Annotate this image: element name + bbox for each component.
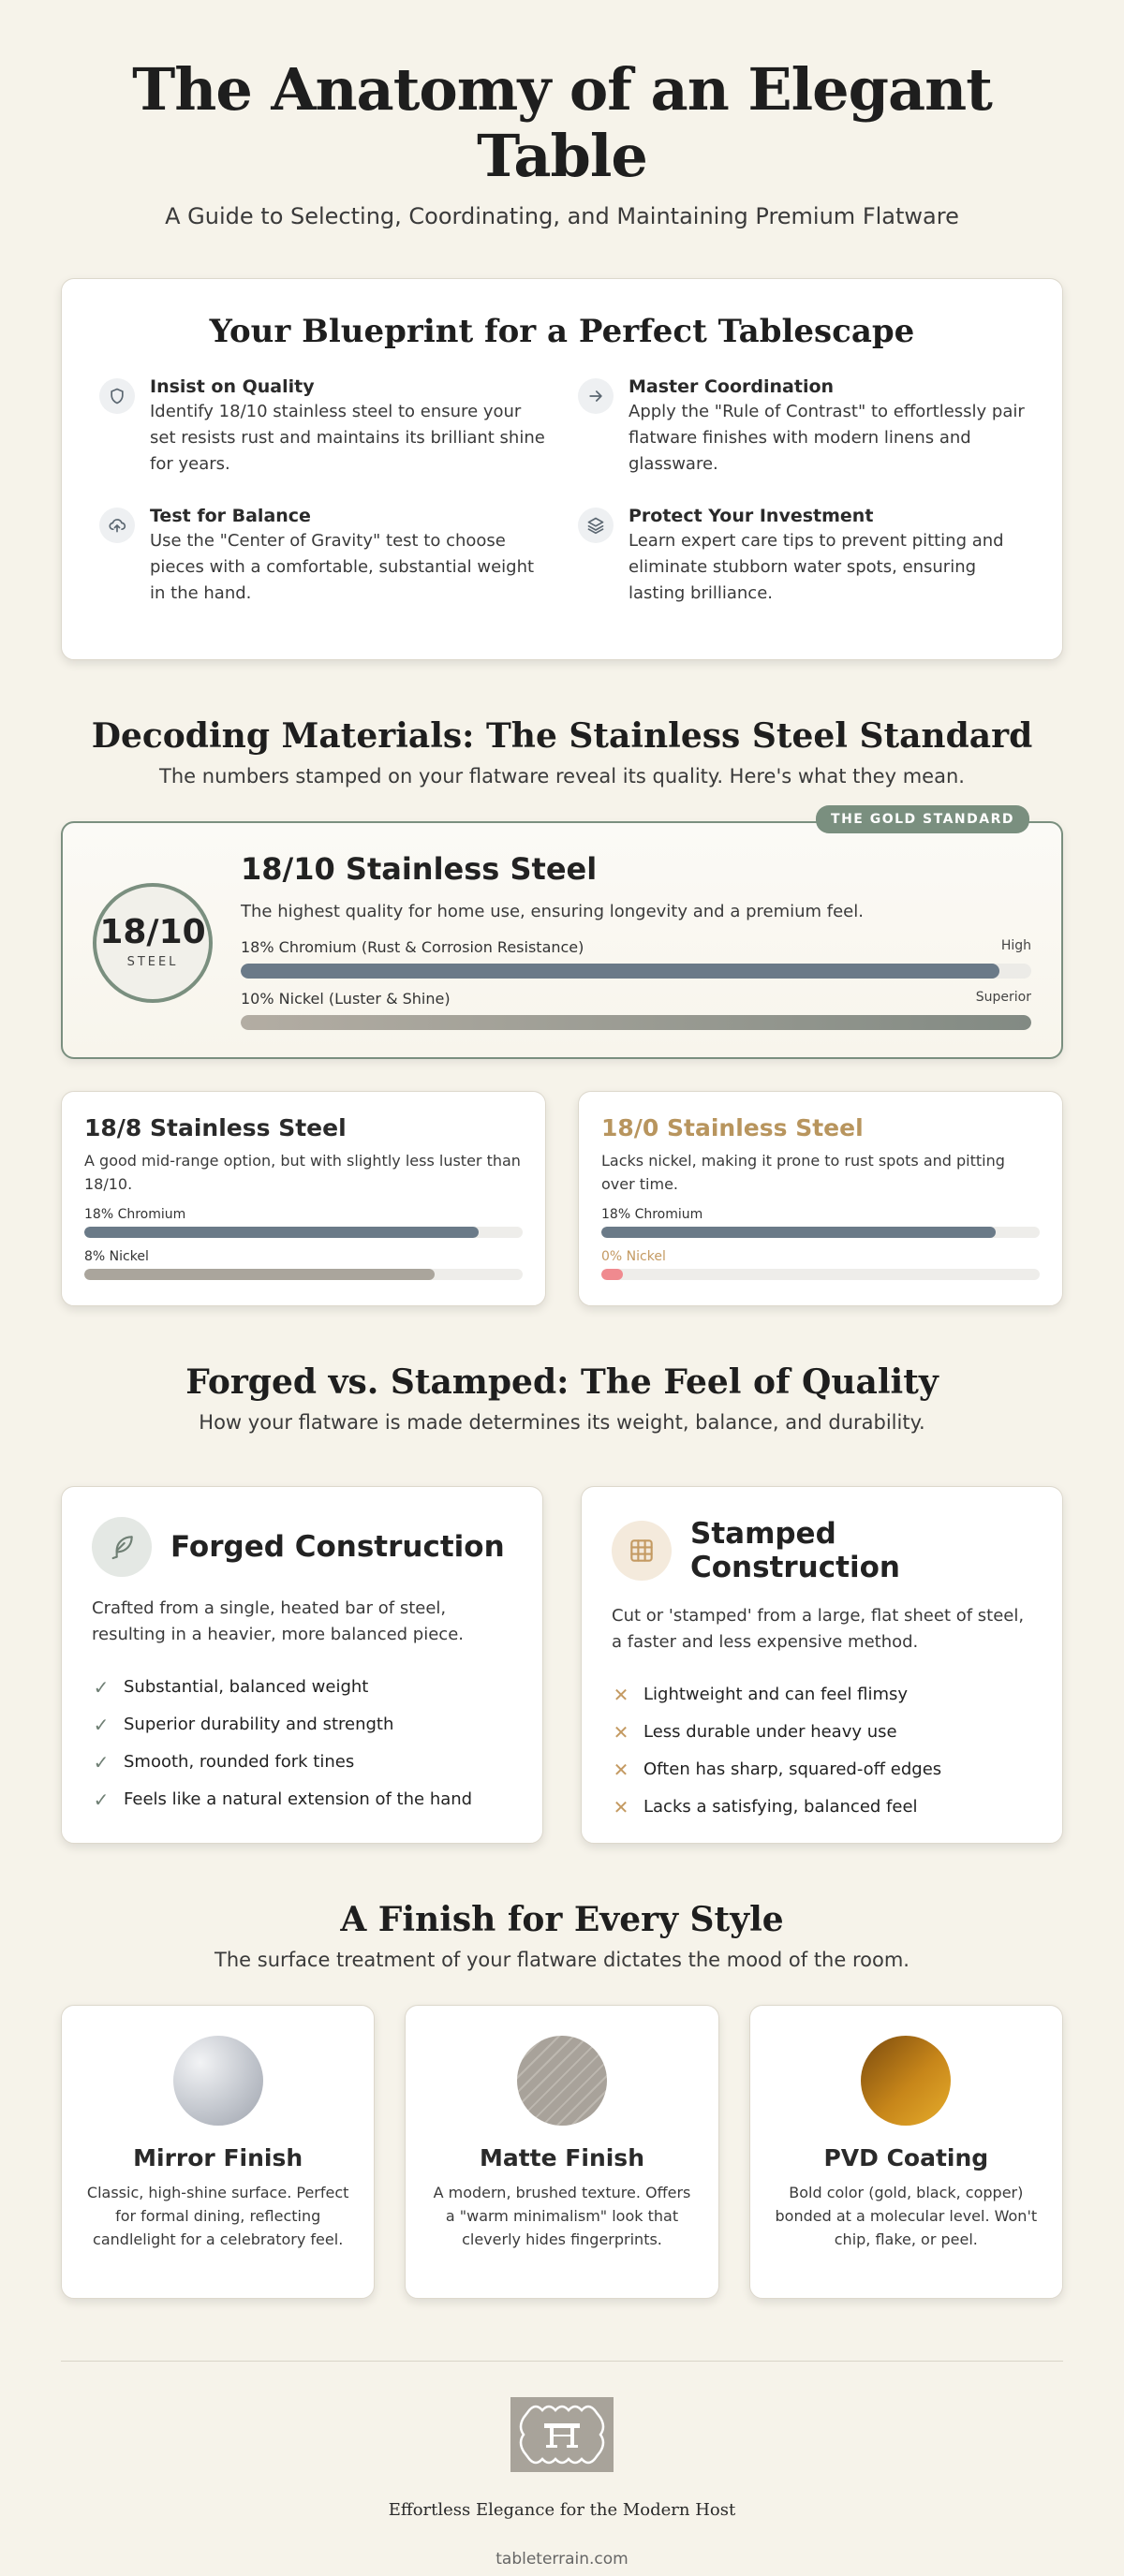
- feather-icon: [92, 1517, 152, 1577]
- seal-label: STEEL: [126, 955, 179, 970]
- materials-subtitle: The numbers stamped on your flatware reveal its quality. Here's what they mean.: [159, 764, 965, 788]
- list-item: ✕ Lacks a satisfying, balanced feel: [613, 1795, 918, 1818]
- blueprint-item-title: Protect Your Investment: [629, 505, 874, 526]
- blueprint-card: [61, 278, 1063, 660]
- stamped-title: Stamped Construction: [690, 1516, 900, 1584]
- finish-card-matte: [405, 2005, 718, 2299]
- blueprint-item-coordination: [578, 376, 1025, 478]
- list-item: ✓ Superior durability and strength: [93, 1713, 394, 1736]
- stamped-description: Cut or 'stamped' from a large, flat sheet of steel, a faster and less expensive method.: [612, 1605, 1025, 1652]
- finish-description: A modern, brushed texture. Offers a "warm minimalism" look that cleverly hides fingerprints.: [433, 2183, 691, 2248]
- check-icon: ✓: [93, 1713, 110, 1736]
- seal-number: 18/10: [99, 913, 206, 952]
- nickel-bar-fill: [241, 1015, 1031, 1030]
- blueprint-item-title: Master Coordination: [629, 375, 835, 397]
- grade-card-18-0: [578, 1091, 1063, 1306]
- check-icon: ✓: [93, 1750, 110, 1774]
- grid-icon: [612, 1521, 672, 1581]
- nickel-bar-fill: [84, 1269, 435, 1280]
- blueprint-item-text: Apply the "Rule of Contrast" to effortlessly pair flatware finishes with modern linens and glassware.: [629, 401, 1025, 474]
- forged-title: Forged Construction: [170, 1529, 505, 1564]
- cloud-upload-icon: [99, 508, 135, 543]
- chromium-bar-fill: [241, 964, 999, 979]
- check-icon: ✓: [93, 1675, 110, 1699]
- chromium-bar-fill: [84, 1227, 479, 1238]
- blueprint-item-protect: [578, 506, 1025, 607]
- blueprint-item-text: Identify 18/10 stainless steel to ensure your set resists rust and maintains its brilliant shine for years.: [150, 401, 545, 474]
- forged-points: [92, 1669, 512, 1818]
- grade-title: 18/8 Stainless Steel: [84, 1113, 347, 1141]
- arrow-right-icon: [578, 378, 614, 414]
- pvd-swatch: [861, 2036, 951, 2126]
- chromium-bar-rating: High: [1000, 937, 1031, 953]
- forged-card: [61, 1486, 543, 1844]
- blueprint-item-balance: [99, 506, 546, 607]
- finish-description: Bold color (gold, black, copper) bonded at a molecular level. Won't chip, flake, or peel.: [775, 2183, 1038, 2248]
- chromium-bar-track: [84, 1227, 523, 1238]
- chromium-label: 18% Chromium: [84, 1206, 186, 1222]
- chromium-label: 18% Chromium: [601, 1206, 703, 1222]
- nickel-bar-label: 10% Nickel (Luster & Shine): [241, 989, 451, 1008]
- featured-grade-title: 18/10 Stainless Steel: [241, 850, 598, 887]
- materials-title: Decoding Materials: The Stainless Steel Standard: [91, 715, 1033, 756]
- page-header: [61, 0, 1063, 229]
- table-logo-icon: [510, 2397, 614, 2472]
- blueprint-item-text: Use the "Center of Gravity" test to choose pieces with a comfortable, substantial weight in the hand.: [150, 530, 535, 603]
- construction-title: Forged vs. Stamped: The Feel of Quality: [185, 1362, 939, 1402]
- grade-title: 18/0 Stainless Steel: [601, 1113, 864, 1141]
- stamped-points: [612, 1676, 1032, 1826]
- chromium-bar-track: [241, 964, 1031, 979]
- forged-description: Crafted from a single, heated bar of steel, resulting in a heavier, more balanced piece.: [92, 1597, 465, 1644]
- matte-swatch: [517, 2036, 607, 2126]
- gold-standard-card: [61, 811, 1063, 1059]
- finish-name: PVD Coating: [823, 2143, 989, 2171]
- footer-site-link[interactable]: tableterrain.com: [495, 2549, 629, 2569]
- list-item: ✕ Often has sharp, squared-off edges: [613, 1758, 942, 1781]
- page-footer: [61, 2361, 1063, 2569]
- nickel-bar-track: [241, 1015, 1031, 1030]
- cross-icon: ✕: [613, 1683, 629, 1706]
- blueprint-item-text: Learn expert care tips to prevent pitting and eliminate stubborn water spots, ensuring lasting brilliance.: [629, 530, 1004, 603]
- cross-icon: ✕: [613, 1720, 629, 1744]
- nickel-bar-rating: Superior: [975, 989, 1031, 1005]
- finish-description: Classic, high-shine surface. Perfect for formal dining, reflecting candlelight for a celebratory feel.: [86, 2183, 349, 2248]
- nickel-bar-track: [601, 1269, 1040, 1280]
- blueprint-item-title: Test for Balance: [150, 505, 311, 526]
- nickel-label: 8% Nickel: [84, 1248, 149, 1264]
- construction-header: [61, 1362, 1063, 1434]
- page-title: The Anatomy of an Elegant Table: [132, 55, 992, 191]
- list-item: ✕ Lightweight and can feel flimsy: [613, 1683, 909, 1706]
- nickel-bar-track: [84, 1269, 523, 1280]
- blueprint-item-title: Insist on Quality: [150, 375, 315, 397]
- finishes-title: A Finish for Every Style: [340, 1899, 784, 1939]
- finishes-subtitle: The surface treatment of your flatware dictates the mood of the room.: [214, 1948, 910, 1971]
- gold-standard-badge: THE GOLD STANDARD: [816, 805, 1029, 833]
- nickel-bar-fill: [601, 1269, 623, 1280]
- list-item: ✕ Less durable under heavy use: [613, 1720, 897, 1744]
- page-subtitle: A Guide to Selecting, Coordinating, and Maintaining Premium Flatware: [165, 202, 959, 229]
- list-item: ✓ Smooth, rounded fork tines: [93, 1750, 355, 1774]
- finish-card-pvd: [749, 2005, 1063, 2299]
- cross-icon: ✕: [613, 1758, 629, 1781]
- nickel-label: 0% Nickel: [601, 1248, 666, 1264]
- blueprint-title: Your Blueprint for a Perfect Tablescape: [209, 312, 915, 350]
- featured-grade-description: The highest quality for home use, ensuring longevity and a premium feel.: [241, 901, 864, 921]
- finish-name: Matte Finish: [479, 2143, 644, 2171]
- shield-icon: [99, 378, 135, 414]
- blueprint-item-quality: [99, 376, 546, 478]
- layers-icon: [578, 508, 614, 543]
- check-icon: ✓: [93, 1788, 110, 1811]
- finish-name: Mirror Finish: [133, 2143, 303, 2171]
- materials-header: [61, 716, 1063, 788]
- grade-card-18-8: [61, 1091, 546, 1306]
- construction-subtitle: How your flatware is made determines its weight, balance, and durability.: [199, 1410, 925, 1434]
- chromium-bar-label: 18% Chromium (Rust & Corrosion Resistance): [241, 937, 584, 956]
- grade-description: Lacks nickel, making it prone to rust spots and pitting over time.: [601, 1151, 1005, 1193]
- finish-card-mirror: [61, 2005, 375, 2299]
- cross-icon: ✕: [613, 1795, 629, 1818]
- list-item: ✓ Feels like a natural extension of the hand: [93, 1788, 473, 1811]
- chromium-bar-track: [601, 1227, 1040, 1238]
- mirror-swatch: [173, 2036, 263, 2126]
- chromium-bar-fill: [601, 1227, 996, 1238]
- grade-description: A good mid-range option, but with slightly less luster than 18/10.: [84, 1151, 521, 1193]
- footer-tagline: Effortless Elegance for the Modern Host: [388, 2499, 736, 2520]
- finishes-header: [61, 1900, 1063, 1971]
- stamped-card: [581, 1486, 1063, 1844]
- list-item: ✓ Substantial, balanced weight: [93, 1675, 369, 1699]
- steel-seal: [93, 883, 213, 1003]
